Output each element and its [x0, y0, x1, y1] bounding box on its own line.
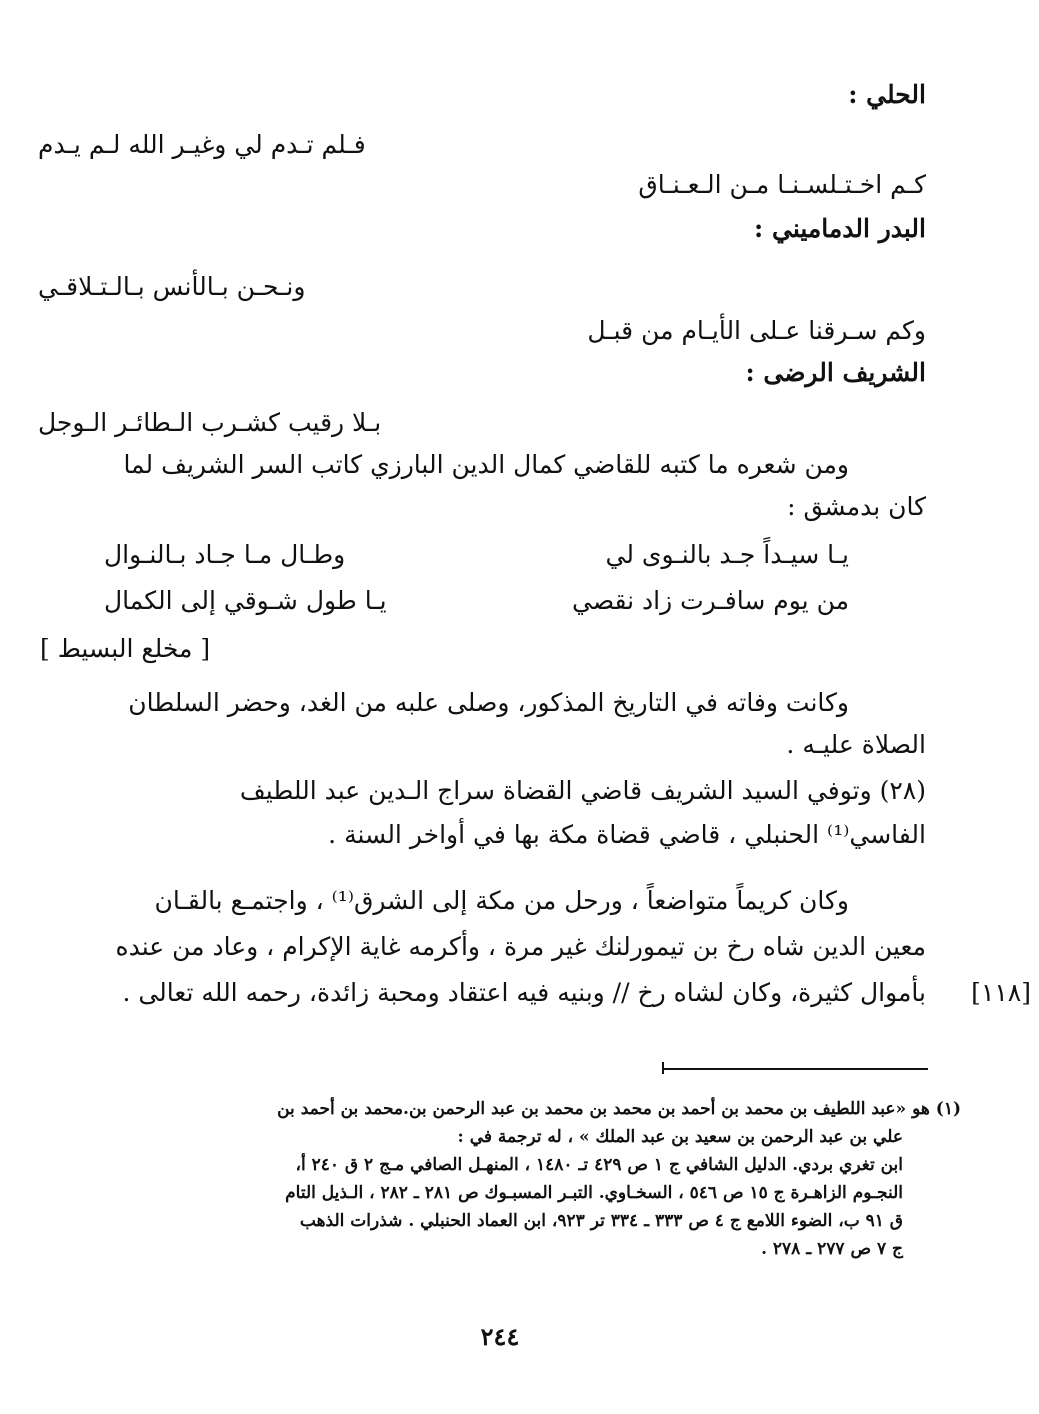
verse-3-second-hemistich: بـلا رقيب كشـرب الـطائـر الـوجل — [38, 408, 382, 437]
page-number: ٢٤٤ — [480, 1322, 520, 1351]
poem-line-1-left: وطـال مـا جـاد بـالنـوال — [104, 540, 346, 569]
paragraph-2-line-2: الصلاة عليـه . — [786, 730, 926, 759]
verse-1-second-hemistich: فـلم تـدم لي وغيـر الله لـم يـدم — [38, 130, 366, 159]
footnote-separator — [662, 1068, 928, 1070]
paragraph-4-line-3: بأموال كثيرة، وكان لشاه رخ // وبنيه فيه اعتقاد ومحبة زائدة، رحمه الله تعالى . — [122, 978, 926, 1007]
poet-name-hilli: الحلي : — [848, 80, 926, 109]
paragraph-4-line-1: وكان كريماً متواضعاً ، ورحل من مكة إلى الشرق⁽¹⁾ ، واجتمـع بالقـان — [154, 886, 849, 915]
paragraph-3-line-1: (٢٨) وتوفي السيد الشريف قاضي القضاة سراج الـدين عبد اللطيف — [239, 776, 926, 805]
footnote-line-6: ج ٧ ص ٢٧٧ ـ ٢٧٨ . — [761, 1239, 903, 1259]
poem-line-1-right: يـا سيـداً جـد بالنـوى لي — [605, 540, 849, 569]
paragraph-4-line-2: معين الدين شاه رخ بن تيمورلنك غير مرة ، وأكرمه غاية الإكرام ، وعاد من عنده — [115, 932, 926, 961]
poem-line-2-right: من يوم سافـرت زاد نقصي — [571, 586, 849, 615]
footnote-line-3: ابن تغري بردي. الدليل الشافي ج ١ ص ٤٢٩ تـ ١٤٨٠ ، المنهـل الصافي مـج ٢ ق ٢٤٠ أ، — [295, 1155, 903, 1175]
footnote-line-2: علي بن عبد الرحمن بن سعيد بن عبد الملك » ، له ترجمة في : — [457, 1127, 903, 1147]
paragraph-2-line-1: وكانت وفاته في التاريخ المذكور، وصلى علبه من الغد، وحضر السلطان — [128, 688, 849, 717]
verse-1-first-hemistich: كـم اخـتـلسـنـا مـن الـعـنـاق — [638, 170, 926, 199]
folio-marker: [١١٨] — [971, 978, 1031, 1007]
meter-label: [ مخلع البسيط ] — [40, 634, 211, 663]
footnote-line-4: النجـوم الزاهـرة ج ١٥ ص ٥٤٦ ، السخـاوي. التبـر المسبـوك ص ٢٨١ ـ ٢٨٢ ، الـذيل التام — [285, 1183, 903, 1203]
paragraph-1-line-2: كان بدمشق : — [787, 492, 926, 521]
verse-2-first-hemistich: وكم سـرقنا عـلى الأيـام من قبـل — [587, 316, 926, 345]
poet-name-damamini: البدر الدماميني : — [754, 214, 926, 243]
footnote-line-1: (١) هو «عبد اللطيف بن محمد بن أحمد بن محمد بن محمد بن عبد الرحمن بن.محمد بن أحمد بن — [277, 1099, 961, 1119]
verse-2-second-hemistich: ونـحـن بـالأنس بـالـتـلاقـي — [38, 272, 306, 301]
footnote-separator-tick — [662, 1062, 664, 1074]
paragraph-1-line-1: ومن شعره ما كتبه للقاضي كمال الدين البارزي كاتب السر الشريف لما — [123, 450, 849, 479]
footnote-line-5: ق ٩١ ب، الضوء اللامع ج ٤ ص ٣٣٣ ـ ٣٣٤ تر ٩٢٣، ابن العماد الحنبلي . شذرات الذهب — [299, 1211, 903, 1231]
poem-line-2-left: يـا طول شـوقي إلى الكمال — [104, 586, 387, 615]
paragraph-3-line-2: الفاسي⁽¹⁾ الحنبلي ، قاضي قضاة مكة بها في أواخر السنة . — [328, 820, 926, 849]
poet-name-sharif-radi: الشريف الرضى : — [745, 358, 926, 387]
